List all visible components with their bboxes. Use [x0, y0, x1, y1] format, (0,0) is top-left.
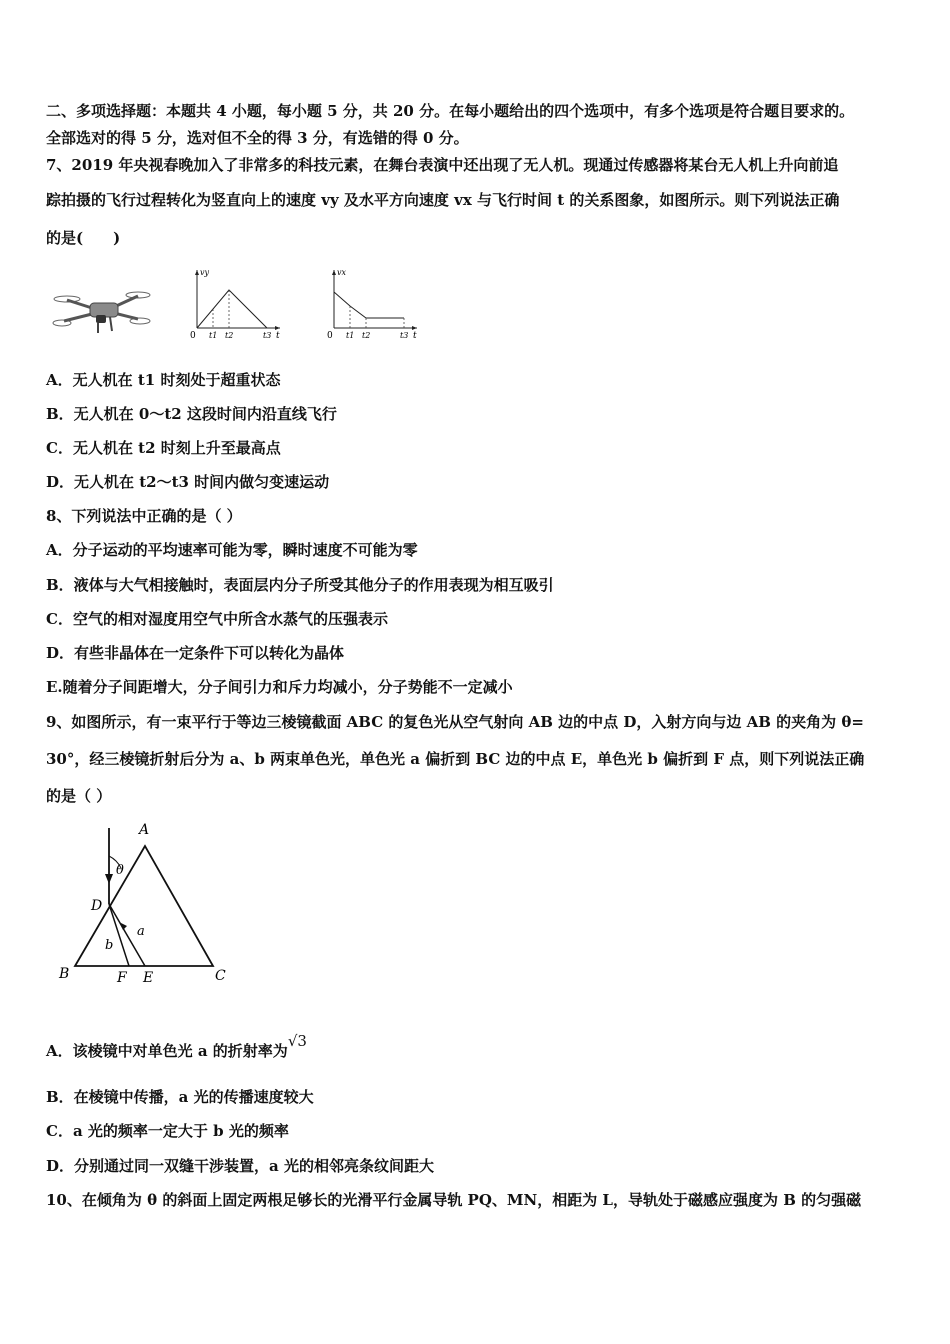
graph2-t1: t1 — [346, 331, 355, 340]
graph2-t3: t3 — [400, 331, 409, 340]
point-d-label: D — [91, 898, 103, 914]
q7-option-b: B．无人机在 0～t2 这段时间内沿直线飞行 — [46, 405, 337, 423]
vertex-b-label: B — [59, 966, 70, 982]
prism-figure — [55, 818, 240, 993]
graph2-t: t — [413, 331, 417, 341]
section-heading-line2: 全部选对的得 5 分，选对但不全的得 3 分，有选错的得 0 分。 — [46, 129, 469, 147]
q7-option-a: A．无人机在 t1 时刻处于超重状态 — [46, 371, 281, 389]
graph1-t2: t2 — [225, 331, 234, 340]
q9-option-a-text: A．该棱镜中对单色光 a 的折射率为 — [46, 1042, 288, 1060]
point-f-label: F — [117, 970, 127, 986]
q8-option-c: C．空气的相对湿度用空气中所含水蒸气的压强表示 — [46, 610, 388, 628]
q9-option-c: C．a 光的频率一定大于 b 光的频率 — [46, 1122, 289, 1140]
section-heading-line1: 二、多项选择题：本题共 4 小题，每小题 5 分，共 20 分。在每小题给出的四个选项中，有多个选项是符合题目要求的。 — [46, 102, 855, 120]
q9-option-b: B．在棱镜中传播，a 光的传播速度较大 — [46, 1088, 314, 1106]
q7-option-c: C．无人机在 t2 时刻上升至最高点 — [46, 439, 281, 457]
sqrt3-value: √3 — [287, 1032, 307, 1050]
graph2-origin: 0 — [327, 331, 333, 341]
q7-stem-line2: 踪拍摄的飞行过程转化为竖直向上的速度 vy 及水平方向速度 vx 与飞行时间 t 的关系图象，如图所示。则下列说法正确 — [46, 191, 840, 209]
vx-t-graph — [322, 266, 422, 342]
ray-a-label: a — [137, 924, 145, 939]
q8-option-a: A．分子运动的平均速率可能为零，瞬时速度不可能为零 — [46, 541, 418, 559]
graph2-t2: t2 — [362, 331, 371, 340]
q9-stem-line2: 30°，经三棱镜折射后分为 a、b 两束单色光，单色光 a 偏折到 BC 边的中点 E，单色光 b 偏折到 F 点，则下列说法正确 — [46, 750, 865, 768]
q7-option-d: D．无人机在 t2～t3 时间内做匀变速运动 — [46, 473, 330, 491]
graph1-t3: t3 — [263, 331, 272, 340]
vertex-c-label: C — [215, 968, 226, 984]
point-e-label: E — [143, 970, 154, 986]
q7-stem-line1: 7、2019 年央视春晚加入了非常多的科技元素，在舞台表演中还出现了无人机。现通过传感器将某台无人机上升向前追 — [46, 156, 839, 174]
q9-stem-line3: 的是（ ） — [46, 787, 112, 805]
drone-image — [52, 283, 152, 339]
vy-t-graph — [185, 266, 285, 342]
graph1-t: t — [276, 331, 280, 341]
q8-option-d: D．有些非晶体在一定条件下可以转化为晶体 — [46, 644, 345, 662]
graph1-t1: t1 — [209, 331, 218, 340]
ray-b-label: b — [105, 938, 114, 953]
q9-option-d: D．分别通过同一双缝干涉装置，a 光的相邻亮条纹间距大 — [46, 1157, 434, 1175]
vy-axis-label: vy — [200, 268, 210, 277]
q10-stem-line1: 10、在倾角为 θ 的斜面上固定两根足够长的光滑平行金属导轨 PQ、MN，相距为 L，导轨处于磁感应强度为 B 的匀强磁 — [46, 1191, 862, 1209]
q8-option-b: B．液体与大气相接触时，表面层内分子所受其他分子的作用表现为相互吸引 — [46, 576, 554, 594]
vertex-a-label: A — [139, 822, 150, 838]
q8-stem: 8、下列说法中正确的是（ ） — [46, 507, 242, 525]
graph1-origin: 0 — [190, 331, 196, 341]
q8-option-e: E.随着分子间距增大，分子间引力和斥力均减小，分子势能不一定减小 — [46, 678, 513, 696]
q9-option-a — [46, 1032, 916, 1061]
q9-stem-line1: 9、如图所示，有一束平行于等边三棱镜截面 ABC 的复色光从空气射向 AB 边的中点 D，入射方向与边 AB 的夹角为 θ= — [46, 713, 864, 731]
theta-label: θ — [116, 863, 124, 878]
q7-stem-line3: 的是( ) — [46, 229, 121, 247]
vx-axis-label: vx — [337, 268, 347, 277]
